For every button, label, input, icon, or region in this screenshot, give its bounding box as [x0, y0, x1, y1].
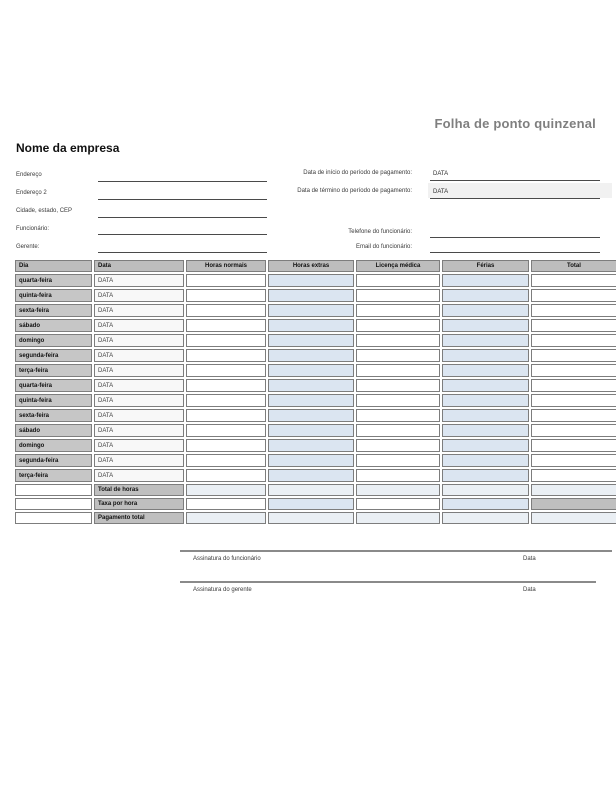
- table-row: [15, 424, 616, 437]
- city-state-zip-label: Cidade, estado, CEP: [16, 208, 73, 214]
- timesheet-table: [13, 258, 616, 526]
- total-cell: [531, 334, 616, 347]
- normal-hours-cell[interactable]: [186, 439, 266, 452]
- spacer-cell: [15, 498, 92, 510]
- vacation-cell[interactable]: [442, 319, 529, 332]
- day-cell: sexta-feira: [15, 304, 92, 317]
- table-row: [15, 274, 616, 287]
- footer-value-cell: [356, 498, 440, 510]
- table-row: [15, 304, 616, 317]
- manager-signature-date-label: Data: [523, 587, 536, 593]
- employee-signature-label: Assinatura do funcionário: [193, 556, 261, 562]
- overtime-hours-cell[interactable]: [268, 469, 354, 482]
- total-cell: [531, 274, 616, 287]
- column-header: Licença médica: [356, 260, 440, 272]
- page-title: Folha de ponto quinzenal: [434, 116, 596, 131]
- table-header-row: [15, 260, 616, 272]
- address2-label: Endereço 2: [16, 190, 47, 196]
- footer-value-cell[interactable]: [442, 498, 529, 510]
- column-header: Data: [94, 260, 184, 272]
- footer-value-cell: [356, 484, 440, 496]
- date-cell[interactable]: DATA: [94, 274, 184, 287]
- vacation-cell[interactable]: [442, 469, 529, 482]
- table-row: [15, 289, 616, 302]
- vacation-cell[interactable]: [442, 304, 529, 317]
- date-cell[interactable]: DATA: [94, 319, 184, 332]
- overtime-hours-cell[interactable]: [268, 424, 354, 437]
- total-cell: [531, 349, 616, 362]
- sick-leave-cell[interactable]: [356, 424, 440, 437]
- total-cell: [531, 304, 616, 317]
- table-row: [15, 364, 616, 377]
- day-cell: terça-feira: [15, 469, 92, 482]
- sick-leave-cell[interactable]: [356, 289, 440, 302]
- day-cell: terça-feira: [15, 364, 92, 377]
- footer-value-cell: [186, 498, 266, 510]
- employee-signature-date-label: Data: [523, 556, 536, 562]
- table-row: [15, 454, 616, 467]
- pay-period-start-label: Data de início do período de pagamento:: [303, 170, 412, 176]
- vacation-cell[interactable]: [442, 289, 529, 302]
- vacation-cell[interactable]: [442, 364, 529, 377]
- footer-value-cell: [356, 512, 440, 524]
- normal-hours-cell[interactable]: [186, 469, 266, 482]
- total-cell: [531, 454, 616, 467]
- overtime-hours-cell[interactable]: [268, 334, 354, 347]
- normal-hours-cell[interactable]: [186, 319, 266, 332]
- date-cell[interactable]: DATA: [94, 364, 184, 377]
- sick-leave-cell[interactable]: [356, 409, 440, 422]
- total-pay-row: [15, 512, 616, 524]
- footer-value-cell: [531, 512, 616, 524]
- overtime-hours-cell[interactable]: [268, 319, 354, 332]
- sick-leave-cell[interactable]: [356, 349, 440, 362]
- manager-input[interactable]: [98, 252, 267, 253]
- sick-leave-cell[interactable]: [356, 274, 440, 287]
- spacer-cell: [15, 512, 92, 524]
- total-cell: [531, 409, 616, 422]
- overtime-hours-cell[interactable]: [268, 394, 354, 407]
- total-cell: [531, 439, 616, 452]
- email-input[interactable]: [430, 252, 600, 253]
- column-header: Horas extras: [268, 260, 354, 272]
- sick-leave-cell[interactable]: [356, 319, 440, 332]
- table-row: [15, 379, 616, 392]
- day-cell: sábado: [15, 319, 92, 332]
- table-row: [15, 334, 616, 347]
- vacation-cell[interactable]: [442, 424, 529, 437]
- day-cell: segunda-feira: [15, 454, 92, 467]
- footer-value-cell: [531, 498, 616, 510]
- footer-value-cell: [442, 484, 529, 496]
- day-cell: quinta-feira: [15, 289, 92, 302]
- total-cell: [531, 424, 616, 437]
- sick-leave-cell[interactable]: [356, 364, 440, 377]
- table-row: [15, 409, 616, 422]
- table-row: [15, 349, 616, 362]
- vacation-cell[interactable]: [442, 439, 529, 452]
- total-hours-row: [15, 484, 616, 496]
- employee-signature-line[interactable]: [180, 550, 612, 552]
- footer-value-cell: [531, 484, 616, 496]
- sick-leave-cell[interactable]: [356, 304, 440, 317]
- employee-input[interactable]: [98, 234, 267, 235]
- column-header: Total: [531, 260, 616, 272]
- sick-leave-cell[interactable]: [356, 379, 440, 392]
- manager-label: Gerente:: [16, 244, 40, 250]
- overtime-hours-cell[interactable]: [268, 454, 354, 467]
- date-cell[interactable]: DATA: [94, 439, 184, 452]
- pay-period-end-label: Data de término do período de pagamento:: [297, 188, 412, 194]
- normal-hours-cell[interactable]: [186, 349, 266, 362]
- date-cell[interactable]: DATA: [94, 469, 184, 482]
- manager-signature-label: Assinatura do gerente: [193, 587, 252, 593]
- pay-period-start-input[interactable]: [430, 180, 600, 181]
- day-cell: quinta-feira: [15, 394, 92, 407]
- pay-period-end-value[interactable]: DATA: [433, 189, 449, 195]
- sick-leave-cell[interactable]: [356, 454, 440, 467]
- sick-leave-cell[interactable]: [356, 469, 440, 482]
- normal-hours-cell[interactable]: [186, 364, 266, 377]
- company-name: Nome da empresa: [16, 141, 120, 155]
- column-header: Férias: [442, 260, 529, 272]
- overtime-hours-cell[interactable]: [268, 364, 354, 377]
- date-cell[interactable]: DATA: [94, 379, 184, 392]
- overtime-hours-cell[interactable]: [268, 379, 354, 392]
- overtime-hours-cell[interactable]: [268, 349, 354, 362]
- day-cell: quarta-feira: [15, 379, 92, 392]
- address-input[interactable]: [98, 181, 267, 182]
- normal-hours-cell[interactable]: [186, 334, 266, 347]
- overtime-hours-cell[interactable]: [268, 289, 354, 302]
- vacation-cell[interactable]: [442, 454, 529, 467]
- date-cell[interactable]: DATA: [94, 304, 184, 317]
- address-label: Endereço: [16, 172, 42, 178]
- footer-value-cell[interactable]: [268, 498, 354, 510]
- normal-hours-cell[interactable]: [186, 379, 266, 392]
- manager-signature-line[interactable]: [180, 581, 596, 583]
- date-cell[interactable]: DATA: [94, 424, 184, 437]
- pay-period-end-input[interactable]: [430, 198, 600, 199]
- vacation-cell[interactable]: [442, 334, 529, 347]
- sick-leave-cell[interactable]: [356, 439, 440, 452]
- column-header: Horas normais: [186, 260, 266, 272]
- day-cell: sexta-feira: [15, 409, 92, 422]
- hourly-rate-row: [15, 498, 616, 510]
- phone-label: Telefone do funcionário:: [348, 229, 412, 235]
- footer-value-cell: [186, 512, 266, 524]
- total-cell: [531, 469, 616, 482]
- table-row: [15, 394, 616, 407]
- phone-input[interactable]: [430, 237, 600, 238]
- footer-label-cell: Pagamento total: [94, 512, 184, 524]
- employee-label: Funcionário:: [16, 226, 50, 232]
- sick-leave-cell[interactable]: [356, 394, 440, 407]
- total-cell: [531, 364, 616, 377]
- timesheet-body: [15, 274, 616, 524]
- normal-hours-cell[interactable]: [186, 394, 266, 407]
- date-cell[interactable]: DATA: [94, 409, 184, 422]
- overtime-hours-cell[interactable]: [268, 409, 354, 422]
- vacation-cell[interactable]: [442, 409, 529, 422]
- normal-hours-cell[interactable]: [186, 424, 266, 437]
- vacation-cell[interactable]: [442, 394, 529, 407]
- total-cell: [531, 319, 616, 332]
- normal-hours-cell[interactable]: [186, 274, 266, 287]
- vacation-cell[interactable]: [442, 349, 529, 362]
- vacation-cell[interactable]: [442, 274, 529, 287]
- pay-period-end-shading: [428, 183, 612, 198]
- table-row: [15, 469, 616, 482]
- day-cell: quarta-feira: [15, 274, 92, 287]
- total-cell: [531, 289, 616, 302]
- normal-hours-cell[interactable]: [186, 409, 266, 422]
- footer-label-cell: Taxa por hora: [94, 498, 184, 510]
- day-cell: sábado: [15, 424, 92, 437]
- date-cell[interactable]: DATA: [94, 394, 184, 407]
- spacer-cell: [15, 484, 92, 496]
- date-cell[interactable]: DATA: [94, 334, 184, 347]
- date-cell[interactable]: DATA: [94, 349, 184, 362]
- column-header: Dia: [15, 260, 92, 272]
- email-label: Email do funcionário:: [355, 244, 412, 250]
- day-cell: domingo: [15, 334, 92, 347]
- normal-hours-cell[interactable]: [186, 454, 266, 467]
- pay-period-start-value[interactable]: DATA: [433, 171, 449, 177]
- footer-value-cell: [442, 512, 529, 524]
- total-cell: [531, 394, 616, 407]
- table-row: [15, 439, 616, 452]
- sick-leave-cell[interactable]: [356, 334, 440, 347]
- city-state-zip-input[interactable]: [98, 217, 267, 218]
- address2-input[interactable]: [98, 199, 267, 200]
- date-cell[interactable]: DATA: [94, 289, 184, 302]
- normal-hours-cell[interactable]: [186, 304, 266, 317]
- footer-value-cell: [268, 484, 354, 496]
- day-cell: domingo: [15, 439, 92, 452]
- normal-hours-cell[interactable]: [186, 289, 266, 302]
- footer-value-cell: [268, 512, 354, 524]
- footer-label-cell: Total de horas: [94, 484, 184, 496]
- footer-value-cell: [186, 484, 266, 496]
- table-row: [15, 319, 616, 332]
- overtime-hours-cell[interactable]: [268, 274, 354, 287]
- day-cell: segunda-feira: [15, 349, 92, 362]
- vacation-cell[interactable]: [442, 379, 529, 392]
- overtime-hours-cell[interactable]: [268, 439, 354, 452]
- overtime-hours-cell[interactable]: [268, 304, 354, 317]
- total-cell: [531, 379, 616, 392]
- date-cell[interactable]: DATA: [94, 454, 184, 467]
